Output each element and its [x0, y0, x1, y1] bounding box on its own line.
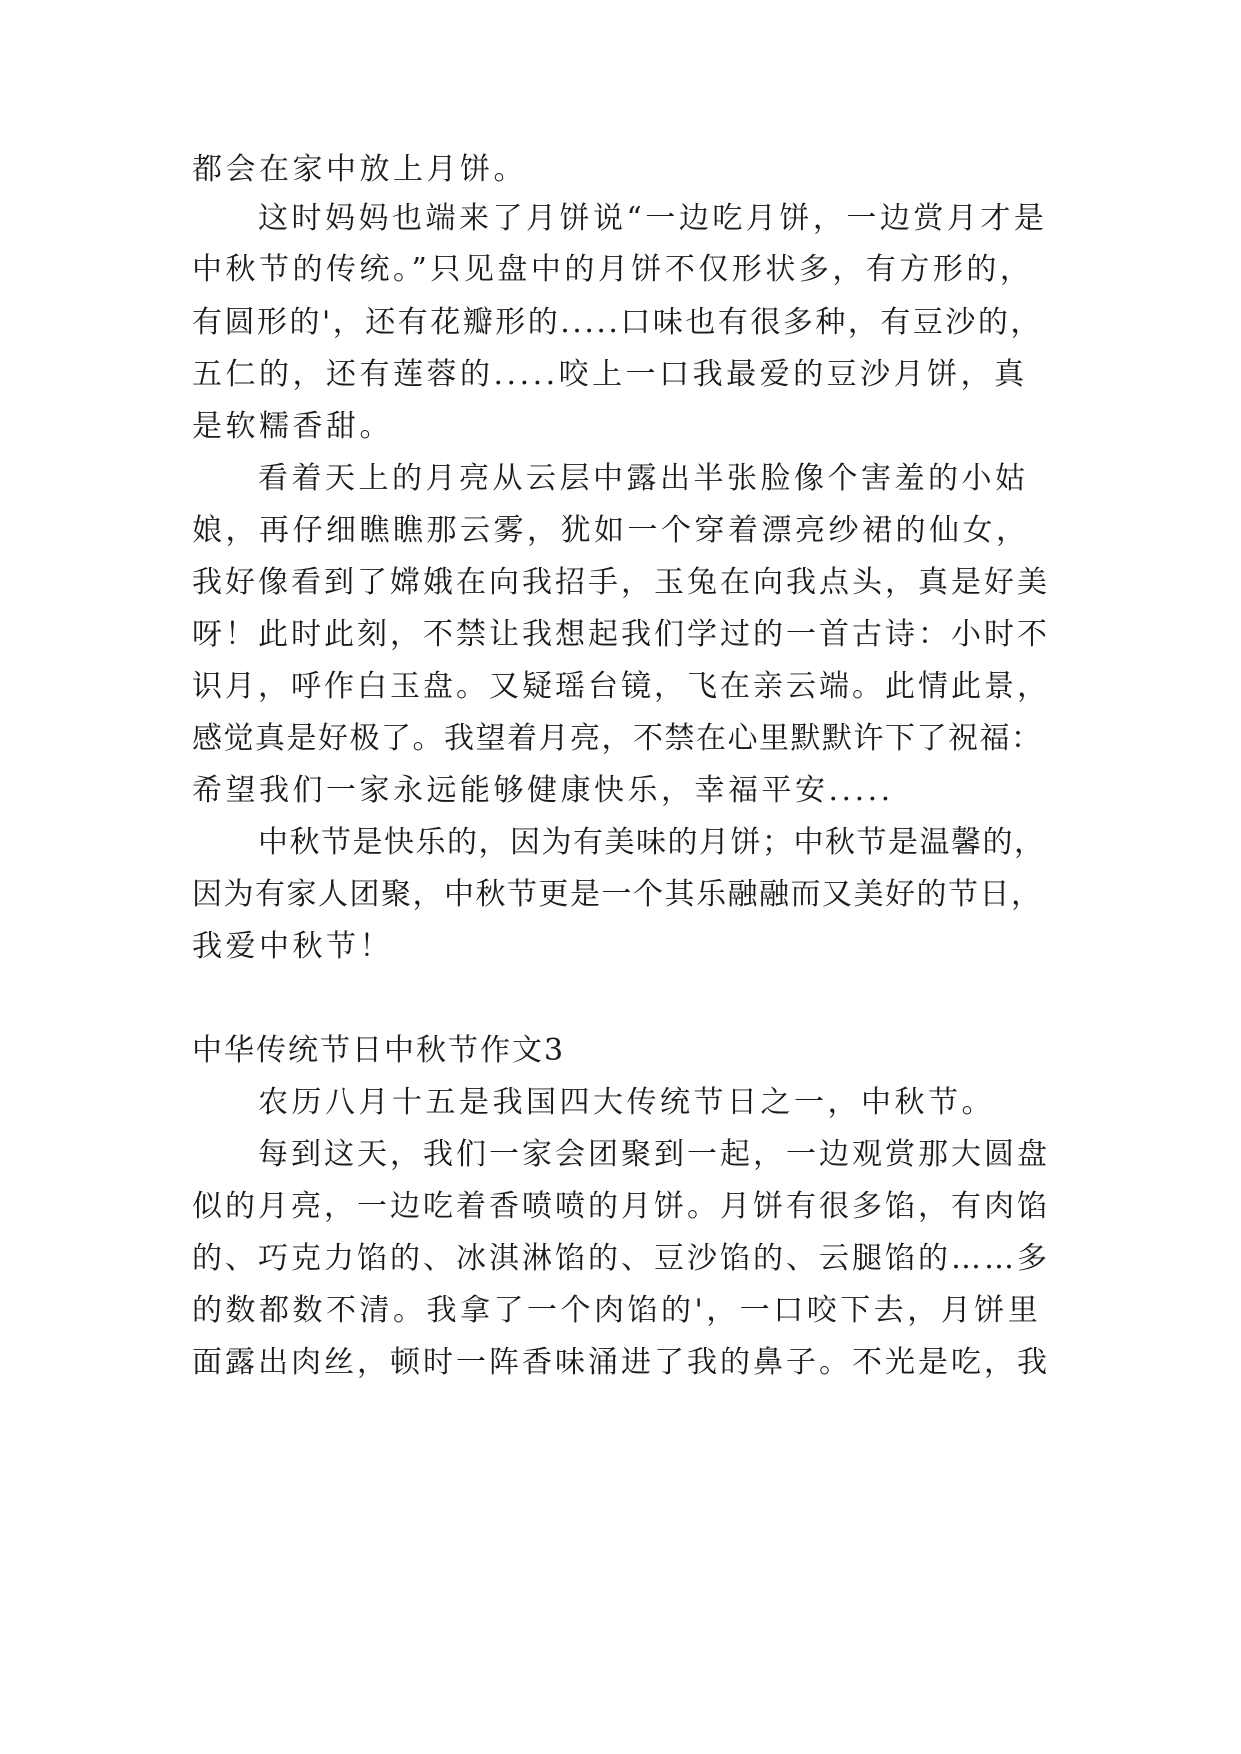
paragraph-line: 呀！此时此刻，不禁让我想起我们学过的一首古诗：小时不 — [192, 617, 1050, 652]
paragraph-line: 每到这天，我们一家会团聚到一起，一边观赏那大圆盘 — [258, 1137, 1050, 1172]
paragraph-line: 希望我们一家永远能够健康快乐，幸福平安..... — [192, 773, 894, 808]
paragraph-line: 是软糯香甜。 — [192, 409, 393, 444]
paragraph-line: 中秋节的传统。”只见盘中的月饼不仅形状多，有方形的， — [192, 252, 1034, 287]
paragraph-line: 有圆形的'，还有花瓣形的.....口味也有很多种，有豆沙的， — [192, 305, 1043, 340]
section-heading: 中华传统节日中秋节作文3 — [192, 1033, 566, 1068]
paragraph-line: 娘，再仔细瞧瞧那云雾，犹如一个穿着漂亮纱裙的仙女， — [192, 513, 1030, 548]
paragraph-line: 感觉真是好极了。我望着月亮，不禁在心里默默许下了祝福： — [192, 721, 1043, 756]
paragraph-line: 似的月亮，一边吃着香喷喷的月饼。月饼有很多馅，有肉馅 — [192, 1189, 1050, 1224]
paragraph-line: 因为有家人团聚，中秋节更是一个其乐融融而又美好的节日， — [192, 877, 1043, 912]
paragraph-line: 我好像看到了嫦娥在向我招手，玉兔在向我点头，真是好美 — [192, 565, 1050, 600]
paragraph-line: 看着天上的月亮从云层中露出半张脸像个害羞的小姑 — [258, 461, 1029, 496]
paragraph-line: 的数都数不清。我拿了一个肉馅的'，一口咬下去，月饼里 — [192, 1293, 1042, 1328]
paragraph-line: 我爱中秋节！ — [192, 929, 393, 964]
paragraph-line: 这时妈妈也端来了月饼说“一边吃月饼，一边赏月才是 — [258, 201, 1048, 236]
paragraph-line: 农历八月十五是我国四大传统节日之一，中秋节。 — [258, 1085, 995, 1120]
paragraph-line: 面露出肉丝，顿时一阵香味涌进了我的鼻子。不光是吃，我 — [192, 1345, 1050, 1380]
paragraph-line: 识月，呼作白玉盘。又疑瑶台镜，飞在亲云端。此情此景， — [192, 669, 1050, 704]
paragraph-line: 都会在家中放上月饼。 — [192, 152, 527, 187]
paragraph-line: 中秋节是快乐的，因为有美味的月饼；中秋节是温馨的， — [258, 825, 1046, 860]
paragraph-line: 的、巧克力馅的、冰淇淋馅的、豆沙馅的、云腿馅的……多 — [192, 1241, 1050, 1276]
paragraph-line: 五仁的，还有莲蓉的.....咬上一口我最爱的豆沙月饼，真 — [192, 357, 1028, 392]
